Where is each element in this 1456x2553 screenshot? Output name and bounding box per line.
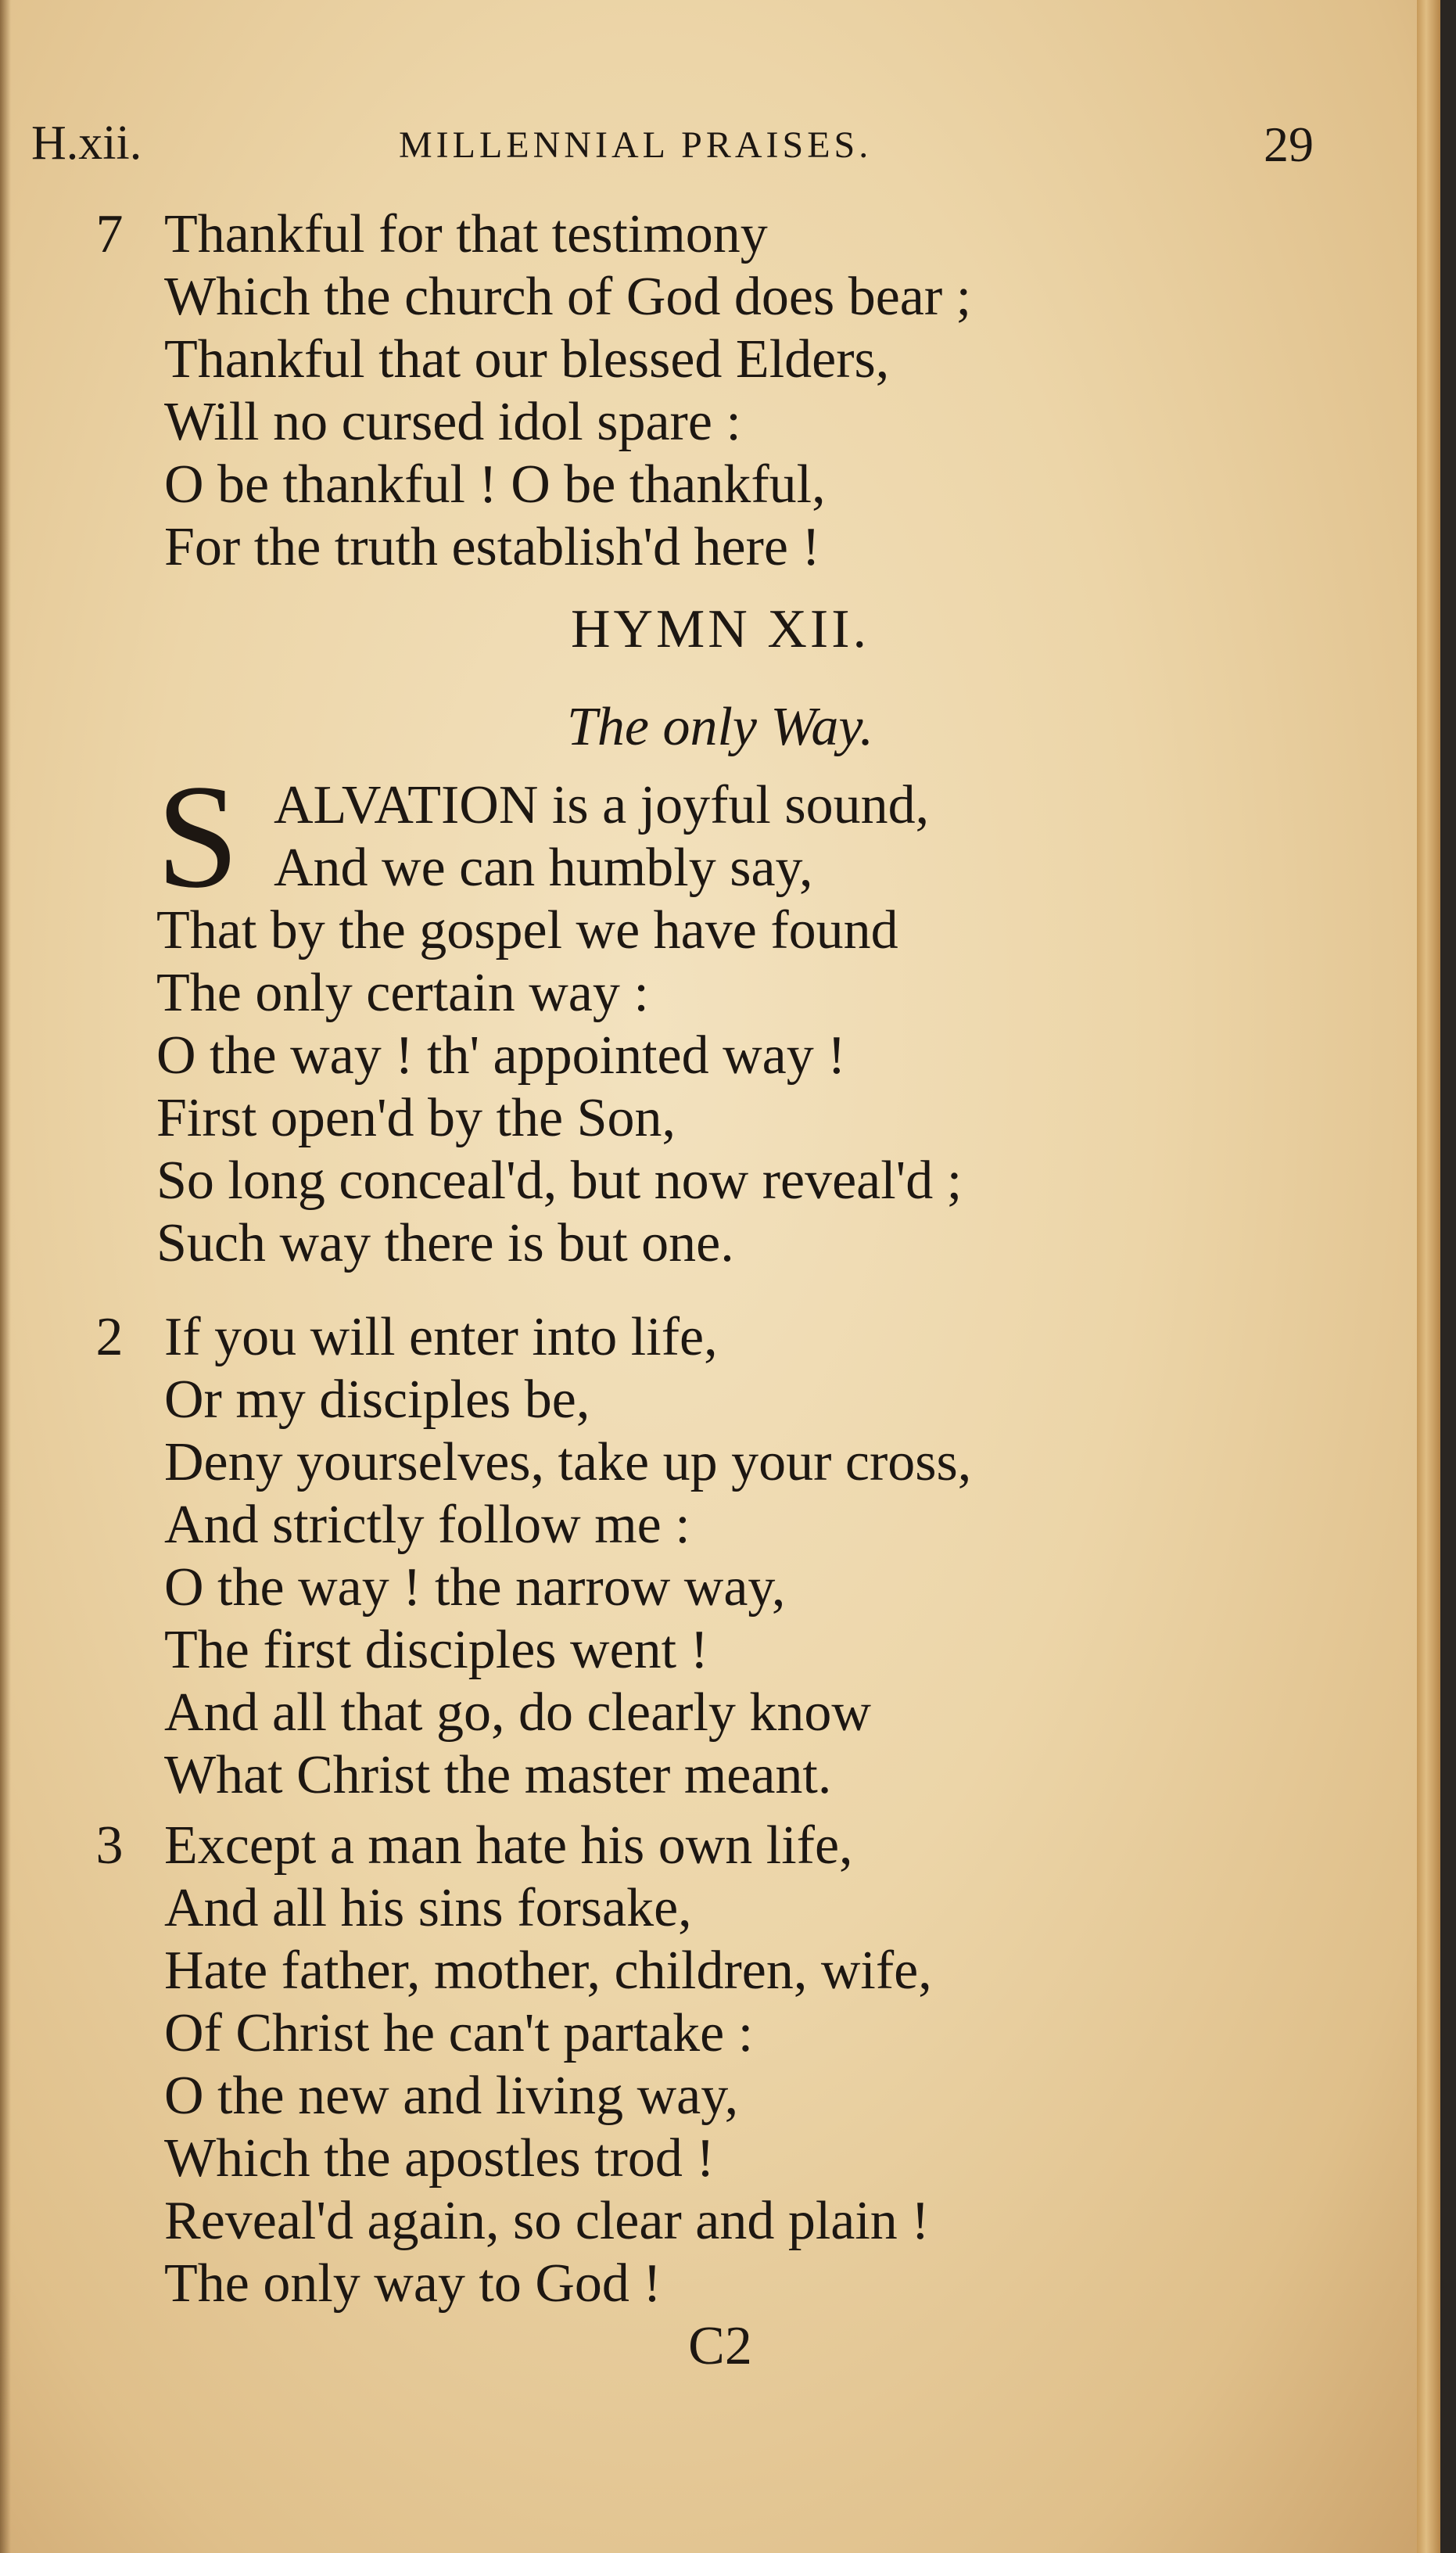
stanza-number: 3 [95, 1815, 124, 1876]
verse-line: If you will enter into life, [164, 1307, 718, 1367]
signature-mark: C2 [688, 2316, 752, 2376]
verse-line: And all that go, do clearly know [164, 1682, 871, 1743]
verse-line: Thankful that our blessed Elders, [164, 329, 890, 390]
verse-line: ALVATION is a joyful sound, [274, 775, 930, 835]
verse-line: Which the apostles trod ! [164, 2128, 715, 2189]
verse-line: O the way ! th' appointed way ! [156, 1025, 846, 1086]
stanza-3 [95, 1815, 1259, 2315]
verse-line: Or my disciples be, [164, 1370, 590, 1430]
verse-line: The only way to God ! [164, 2253, 662, 2314]
verse-line: What Christ the master meant. [164, 1745, 832, 1805]
verse-line: Deny yourselves, take up your cross, [164, 1432, 972, 1492]
header-hymn-ref: H.xii. [31, 117, 142, 170]
verse-line: The first disciples went ! [164, 1620, 708, 1680]
verse-line: O the new and living way, [164, 2066, 739, 2126]
verse-line: Reveal'd again, so clear and plain ! [164, 2191, 930, 2251]
verse-line: Will no cursed idol spare : [164, 392, 741, 452]
page-left-edge [0, 0, 11, 2553]
verse-line: Of Christ he can't partake : [164, 2003, 754, 2063]
verse-line: So long conceal'd, but now reveal'd ; [156, 1151, 963, 1211]
verse-line: Hate father, mother, children, wife, [164, 1941, 932, 2001]
running-header [31, 116, 1314, 178]
page-right-edge [1417, 0, 1440, 2553]
stanza-number: 7 [95, 204, 124, 264]
stanza-number: 2 [95, 1307, 124, 1367]
verse-line: Except a man hate his own life, [164, 1815, 853, 1876]
drop-cap: S [156, 755, 239, 919]
verse-line: Which the church of God does bear ; [164, 267, 972, 327]
verse-line: The only certain way : [156, 963, 649, 1023]
hymn-title: HYMN XII. [570, 599, 870, 659]
hymn-subtitle: The only Way. [566, 697, 874, 757]
page-number: 29 [1264, 117, 1314, 172]
stanza-1 [156, 774, 1251, 1275]
verse-line: Such way there is but one. [156, 1213, 734, 1273]
verse-line: O be thankful ! O be thankful, [164, 454, 826, 515]
verse-line: First open'd by the Son, [156, 1088, 676, 1148]
stanza-7 [95, 203, 1259, 579]
verse-line: For the truth establish'd here ! [164, 517, 820, 577]
verse-line: O the way ! the narrow way, [164, 1557, 786, 1618]
verse-line: And all his sins forsake, [164, 1878, 692, 1938]
verse-line: And we can humbly say, [274, 838, 813, 898]
stanza-2 [95, 1306, 1259, 1807]
verse-line: Thankful for that testimony [164, 204, 768, 264]
verse-line: That by the gospel we have found [156, 900, 898, 961]
header-book-title: MILLENNIAL PRAISES. [399, 124, 873, 166]
verse-line: And strictly follow me : [164, 1495, 690, 1555]
